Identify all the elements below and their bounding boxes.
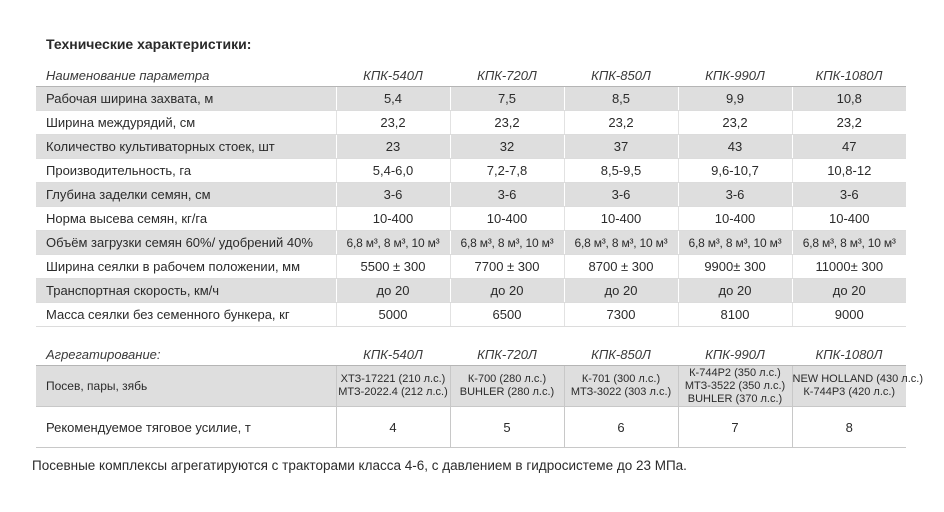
table-cell: 10-400 — [564, 207, 678, 231]
spec-table-header — [36, 64, 906, 87]
table-cell: 6,8 м³, 8 м³, 10 м³ — [336, 231, 450, 255]
table-cell: 43 — [678, 135, 792, 159]
table-cell: 8,5 — [564, 87, 678, 111]
parameter-label: Рабочая ширина захвата, м — [36, 87, 336, 111]
table-cell: 11000± 300 — [792, 255, 906, 279]
table-cell: 5,4 — [336, 87, 450, 111]
table-cell: до 20 — [792, 279, 906, 303]
parameter-label: Глубина заделки семян, см — [36, 183, 336, 207]
table-cell: 23 — [336, 135, 450, 159]
table-row — [36, 135, 906, 159]
table-cell: 3-6 — [564, 183, 678, 207]
table-cell — [792, 366, 924, 407]
page-title: Технические характеристики: — [46, 36, 252, 52]
table-cell: 7,5 — [450, 87, 564, 111]
spec-header-model: КПК-990Л — [678, 64, 792, 87]
tractor-model: К-700 (280 л.с.) — [467, 373, 547, 385]
table-cell: 10-400 — [678, 207, 792, 231]
table-cell: 10-400 — [450, 207, 564, 231]
table-cell: 10,8 — [792, 87, 906, 111]
table-cell: до 20 — [564, 279, 678, 303]
parameter-label: Производительность, га — [36, 159, 336, 183]
table-row — [36, 407, 906, 448]
table-row — [36, 231, 906, 255]
table-cell: 7,2-7,8 — [450, 159, 564, 183]
tractor-model: BUHLER (280 л.с.) — [459, 386, 555, 398]
table-cell: до 20 — [678, 279, 792, 303]
table-cell — [336, 366, 450, 407]
table-cell: 6,8 м³, 8 м³, 10 м³ — [450, 231, 564, 255]
table-row — [36, 111, 906, 135]
table-row — [36, 303, 906, 327]
table-cell: 9,6-10,7 — [678, 159, 792, 183]
spec-table — [36, 64, 906, 327]
table-cell: 5 — [450, 407, 564, 448]
table-cell: 6,8 м³, 8 м³, 10 м³ — [564, 231, 678, 255]
table-cell: 8 — [792, 407, 906, 448]
tractor-model: МТЗ-3022 (303 л.с.) — [570, 386, 672, 398]
parameter-label: Объём загрузки семян 60%/ удобрений 40% — [36, 231, 336, 255]
table-cell: 9,9 — [678, 87, 792, 111]
table-cell: 23,2 — [792, 111, 906, 135]
table-cell: 9000 — [792, 303, 906, 327]
table-cell: 8100 — [678, 303, 792, 327]
agg-header-model: КПК-1080Л — [792, 343, 906, 366]
table-row — [36, 279, 906, 303]
table-cell: 23,2 — [678, 111, 792, 135]
table-cell — [450, 366, 564, 407]
table-row — [36, 159, 906, 183]
agg-header-model: КПК-850Л — [564, 343, 678, 366]
table-cell: 23,2 — [564, 111, 678, 135]
table-cell: 8700 ± 300 — [564, 255, 678, 279]
tractor-model: К-744Р3 (420 л.с.) — [803, 386, 896, 398]
table-cell: 10-400 — [336, 207, 450, 231]
aggregation-table — [36, 343, 924, 448]
table-cell: до 20 — [336, 279, 450, 303]
table-cell — [564, 366, 678, 407]
table-cell: 5,4-6,0 — [336, 159, 450, 183]
table-cell: 3-6 — [336, 183, 450, 207]
table-cell: 10,8-12 — [792, 159, 906, 183]
table-cell: 3-6 — [678, 183, 792, 207]
table-cell: 7300 — [564, 303, 678, 327]
table-cell: 5500 ± 300 — [336, 255, 450, 279]
table-cell: 5000 — [336, 303, 450, 327]
table-cell: 6 — [564, 407, 678, 448]
table-cell: 37 — [564, 135, 678, 159]
table-row — [36, 255, 906, 279]
table-row — [36, 207, 906, 231]
table-row — [36, 87, 906, 111]
tractor-model: BUHLER (370 л.с.) — [687, 392, 783, 405]
parameter-label: Рекомендуемое тяговое усилие, т — [36, 407, 336, 448]
table-cell: 8,5-9,5 — [564, 159, 678, 183]
parameter-label: Масса сеялки без семенного бункера, кг — [36, 303, 336, 327]
spec-header-model: КПК-850Л — [564, 64, 678, 87]
footnote: Посевные комплексы агрегатируются с тракторами класса 4-6, с давлением в гидросистеме до 23 МПа. — [32, 458, 687, 473]
spec-header-model: КПК-1080Л — [792, 64, 906, 87]
agg-header-model: КПК-540Л — [336, 343, 450, 366]
table-cell: до 20 — [450, 279, 564, 303]
table-cell: 32 — [450, 135, 564, 159]
parameter-label: Количество культиваторных стоек, шт — [36, 135, 336, 159]
table-cell — [678, 366, 792, 407]
table-cell: 6,8 м³, 8 м³, 10 м³ — [792, 231, 906, 255]
agg-header-model: КПК-990Л — [678, 343, 792, 366]
table-cell: 3-6 — [450, 183, 564, 207]
table-cell: 3-6 — [792, 183, 906, 207]
parameter-label: Ширина сеялки в рабочем положении, мм — [36, 255, 336, 279]
tractor-model: К-744Р2 (350 л.с.) — [689, 366, 781, 379]
table-cell: 10-400 — [792, 207, 906, 231]
parameter-label: Транспортная скорость, км/ч — [36, 279, 336, 303]
agg-header-model: КПК-720Л — [450, 343, 564, 366]
spec-header-model: КПК-540Л — [336, 64, 450, 87]
table-cell: 23,2 — [336, 111, 450, 135]
table-cell: 23,2 — [450, 111, 564, 135]
table-cell: 6500 — [450, 303, 564, 327]
table-cell: 4 — [336, 407, 450, 448]
table-row — [36, 366, 906, 407]
tractor-model: NEW HOLLAND (430 л.с.) — [792, 373, 924, 385]
table-cell: 7700 ± 300 — [450, 255, 564, 279]
table-row — [36, 183, 906, 207]
table-cell: 6,8 м³, 8 м³, 10 м³ — [678, 231, 792, 255]
tractor-model: МТЗ-3522 (350 л.с.) — [684, 379, 786, 392]
tractor-model: К-701 (300 л.с.) — [581, 373, 661, 385]
spec-header-parameter: Наименование параметра — [36, 64, 336, 87]
aggregation-table-header — [36, 343, 906, 366]
parameter-label: Норма высева семян, кг/га — [36, 207, 336, 231]
agg-header-parameter: Агрегатирование: — [36, 343, 336, 366]
table-cell: 47 — [792, 135, 906, 159]
parameter-label: Ширина междурядий, см — [36, 111, 336, 135]
spec-header-model: КПК-720Л — [450, 64, 564, 87]
parameter-label: Посев, пары, зябь — [36, 366, 336, 407]
tractor-model: МТЗ-2022.4 (212 л.с.) — [338, 386, 448, 398]
table-cell: 7 — [678, 407, 792, 448]
table-cell: 9900± 300 — [678, 255, 792, 279]
tractor-model: ХТЗ-17221 (210 л.с.) — [340, 373, 446, 385]
